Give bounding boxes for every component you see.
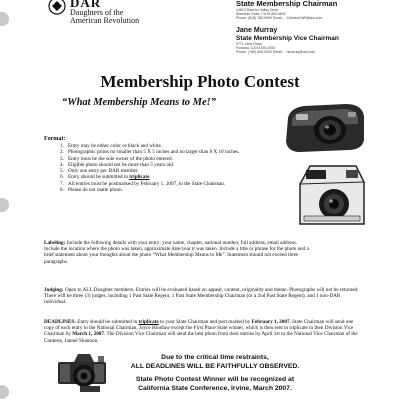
- notice-line-1: Due to the critical time restraints,: [161, 354, 269, 361]
- list-item: 6. Entry should be submitted in triplicate.: [60, 174, 151, 181]
- compact-camera-icon: [282, 100, 368, 156]
- binder-hole: [0, 385, 9, 399]
- recognition-line-2: California State Conference, Irvine, March 2007.: [138, 384, 292, 392]
- notice-line-2: ALL DEADLINES WILL BE FAITHFULLY OBSERVED.: [130, 362, 300, 370]
- list-item: 4. Eligible photo should not be more than 5 years old.: [60, 161, 175, 168]
- deadlines-heading: DEADLINES:: [44, 319, 76, 325]
- judging-paragraph: [44, 287, 359, 306]
- logo-wordmark: [70, 0, 190, 25]
- judging-heading: Judging:: [44, 287, 64, 293]
- contact-block: [236, 0, 366, 54]
- vice-chair-address-2: Fontana, CA 92336-0000: [236, 45, 276, 50]
- recognition-notice: [80, 376, 350, 393]
- dar-seal-logo: [47, 0, 67, 20]
- list-item: 8. Please do not matte photo.: [60, 186, 123, 193]
- instant-camera-icon: [296, 160, 368, 232]
- deadline-notice: [80, 354, 350, 371]
- vice-chair-name: Jane Murray: [236, 26, 278, 34]
- chair-address-3: Phone: (818) 783-0690 Email: ...CAmemDAR@aol.com: [236, 16, 323, 21]
- logo-initials: DAR: [70, 0, 102, 10]
- list-item: 2. Photographic prints no smaller than 5 X 5 inches and no larger than 8 X 10 inches.: [60, 149, 240, 156]
- contest-theme: “What Membership Means to Me!”: [62, 97, 217, 108]
- chair-address-2: Sherman Oaks, CA 91403-4633: [236, 12, 286, 17]
- labeling-heading: Labeling:: [44, 240, 66, 246]
- binder-hole: [0, 12, 9, 26]
- labeling-text: Include the following details with your entry; your name, chapter, national number, full address, email address. Include the location where the photo was taken, approximate date/year it was taken. Include a title or phrase for the photo and a brief statement about your thoughts about the photo “What Membership Means to Me”. Statement should not exceed three paragraphs.: [44, 240, 309, 265]
- recognition-line-1: State Photo Contest Winner will be recognized at: [135, 376, 295, 383]
- format-rules-list: [60, 143, 280, 193]
- logo-line-2: American Revolution: [70, 16, 140, 25]
- vice-chair-address-1: 9771 Lime Road: [236, 41, 262, 46]
- list-item: 5. Only one entry per DAR member.: [60, 168, 139, 174]
- list-item: 1. Entry may be either color or black and white.: [60, 143, 163, 149]
- vice-chair-title: State Membership Vice Chairman: [236, 34, 339, 42]
- labeling-paragraph: [44, 240, 312, 265]
- page-title: Membership Photo Contest: [100, 72, 300, 91]
- format-heading: Format:: [44, 136, 66, 142]
- chair-address-1: 14813 Rancho Valley Drive: [236, 8, 279, 12]
- judging-text: Open to ALL Daughter members. Entries will be evaluated based on appeal, content, originality and theme. Photographs will not be returned. There will be three (3) judges, including 1 Past State Regent, 1 Past State Membership Chairman (or a 2nd Past State Regent), and 1 non-DAR individual.: [44, 287, 359, 306]
- list-item: 3. Entry must be the sole owner of the photo entered.: [60, 155, 173, 162]
- deadlines-paragraph: DEADLINES: Entry should be submitted in triplicate to your State Chairman and post marked by February 1, 2007. State Chairman will send one copy of each entry to the National Chairman, Joyce Hindlaw except the First Place State winner, which is then sent in triplicate to then Division Vice Chairman by March 1, 2007. The Division Vice Chairman will send the best photo from their entries by April 1st to the National Vice Chairman of the Contests, Jannel Shannon.: [44, 319, 358, 344]
- chair-title: State Membership Chairman: [236, 0, 338, 8]
- binder-hole: [0, 198, 9, 212]
- slr-camera-icon: [56, 350, 108, 394]
- logo-line-1: Daughters of the: [70, 8, 124, 17]
- list-item: 7. All entries must be postmarked by February 1, 2007, to the State Chairman.: [60, 180, 226, 187]
- vice-chair-address-3: Phone: (760) 609-0000 Email: ...nmurray@aol.com: [236, 50, 316, 55]
